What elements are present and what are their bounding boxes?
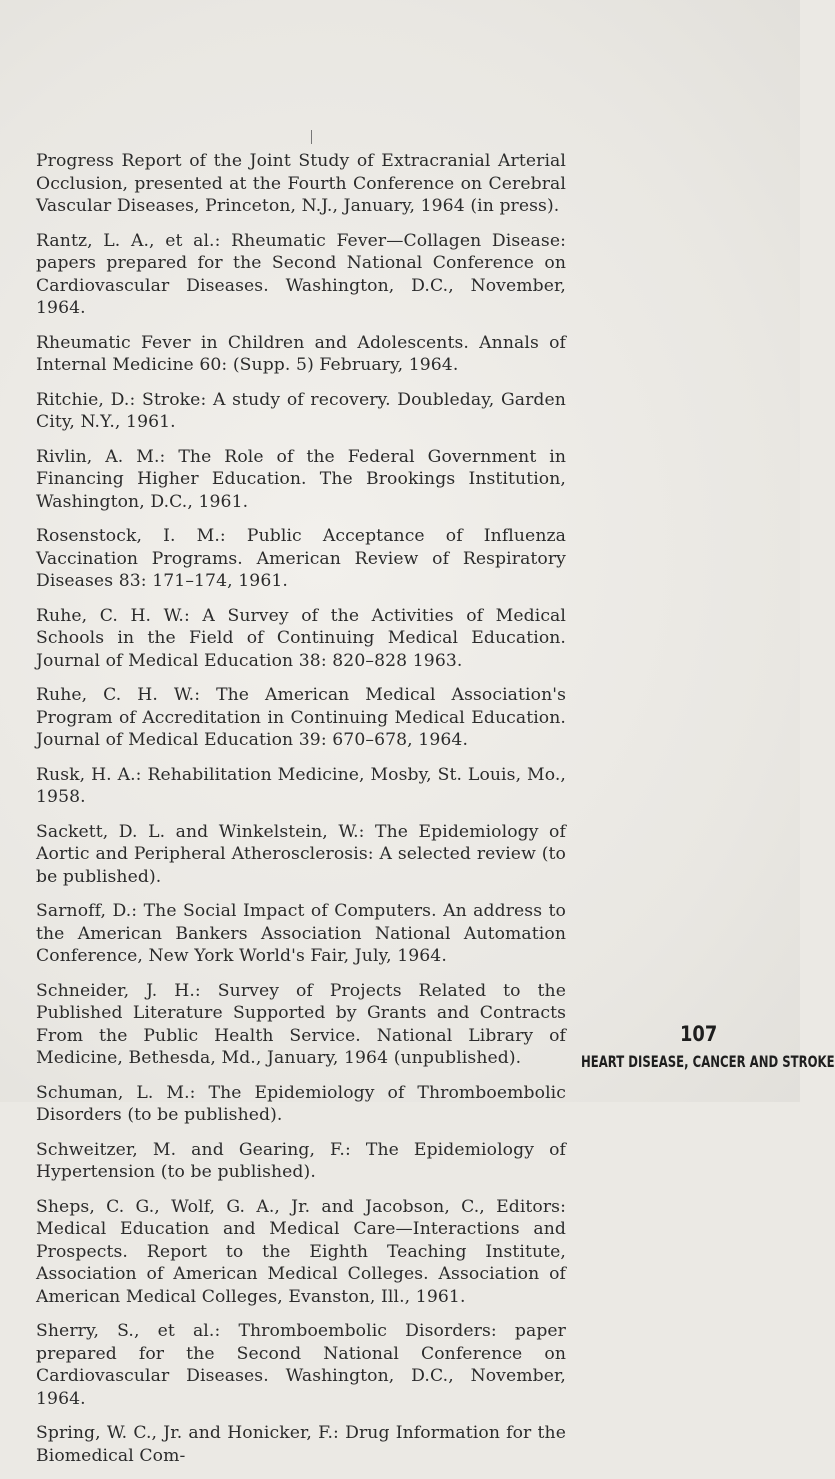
reference-authors: Sherry, S., et al.: xyxy=(36,1321,221,1341)
reference-entry xyxy=(36,605,566,673)
reference-authors: Ritchie, D.: xyxy=(36,389,136,410)
reference-entry xyxy=(36,150,566,218)
page-number: 107 xyxy=(680,1022,718,1046)
reference-text: A Survey of the Activities of Medical Schools in the Field of Continuing Medical Education. Journal of Medical Education 38: 820–828 1963. xyxy=(36,605,566,671)
reference-authors: Schuman, L. M.: xyxy=(36,1082,196,1103)
reference-entry xyxy=(36,1139,566,1184)
reference-text: The Epidemiology of Thromboembolic Disorders (to be published). xyxy=(36,1082,566,1125)
reference-entry xyxy=(36,332,566,377)
reference-text: Drug Information for the Biomedical Com- xyxy=(36,1423,566,1466)
reference-authors: Rusk, H. A.: xyxy=(36,764,142,785)
reference-text: Medical Education and Medical Care—Interactions and Prospects. Report to the Eighth Teaching Institute, Association of American Medical Colleges. Association of American Medical Colleges, Evanston, Ill., 1961. xyxy=(36,1219,566,1307)
reference-text: The Epidemiology of Hypertension (to be published). xyxy=(36,1139,566,1182)
reference-text: The American Medical Association's Program of Accreditation in Continuing Medical Education. Journal of Medical Education 39: 670–678, 1964. xyxy=(36,685,566,750)
running-title: HEART DISEASE, CANCER AND STROKE xyxy=(581,1052,835,1071)
reference-authors: Rantz, L. A., et al.: xyxy=(36,230,221,251)
reference-text: Stroke: A study of recovery. Doubleday, Garden City, N.Y., 1961. xyxy=(36,389,566,432)
reference-authors: Sarnoff, D.: xyxy=(36,901,138,921)
reference-authors: Ruhe, C. H. W.: xyxy=(36,605,190,626)
reference-entry xyxy=(36,821,566,889)
scan-mark xyxy=(311,130,312,144)
reference-entry xyxy=(36,525,566,593)
reference-entry xyxy=(36,1422,566,1467)
reference-entry xyxy=(36,1082,566,1127)
reference-authors: Ruhe, C. H. W.: xyxy=(36,685,201,705)
reference-authors: Sackett, D. L. and Winkelstein, W.: xyxy=(36,821,365,842)
reference-text: Public Acceptance of Influenza Vaccination Programs. American Review of Respiratory Diseases 83: 171–174, 1961. xyxy=(36,526,567,591)
reference-text: Rheumatic Fever in Children and Adolescents. Annals of Internal Medicine 60: (Supp. 5) February, 1964. xyxy=(36,332,566,375)
reference-entry xyxy=(36,1196,566,1309)
reference-entry xyxy=(36,684,566,752)
reference-authors: Schneider, J. H.: xyxy=(36,980,201,1001)
reference-entry xyxy=(36,230,566,320)
reference-entry xyxy=(36,900,566,968)
reference-text: Rehabilitation Medicine, Mosby, St. Louis, Mo., 1958. xyxy=(36,764,566,807)
reference-authors: Rivlin, A. M.: xyxy=(36,446,166,467)
reference-entry xyxy=(36,389,566,434)
reference-text: The Epidemiology of Aortic and Peripheral Atherosclerosis: A selected review (to be published). xyxy=(36,821,566,887)
reference-entry xyxy=(36,1320,566,1410)
reference-entry xyxy=(36,446,566,514)
reference-text: Rheumatic Fever—Collagen Disease: papers prepared for the Second National Conference on Cardiovascular Diseases. Washington, D.C., November, 1964. xyxy=(36,230,566,318)
reference-text: Progress Report of the Joint Study of Extracranial Arterial Occlusion, presented at the Fourth Conference on Cerebral Vascular Diseases, Princeton, N.J., January, 1964 (in press). xyxy=(36,151,566,216)
reference-list xyxy=(36,150,566,1479)
reference-text: The Role of the Federal Government in Financing Higher Education. The Brookings Institution, Washington, D.C., 1961. xyxy=(36,446,566,512)
reference-authors: Schweitzer, M. and Gearing, F.: xyxy=(36,1139,351,1160)
reference-authors: Sheps, C. G., Wolf, G. A., Jr. and Jacobson, C., Editors: xyxy=(36,1196,566,1217)
reference-text: Survey of Projects Related to the Published Literature Supported by Grants and Contracts From the Public Health Service. National Library of Medicine, Bethesda, Md., January, 1964 (unpublished). xyxy=(36,980,566,1068)
reference-authors: Spring, W. C., Jr. and Honicker, F.: xyxy=(36,1423,339,1443)
reference-authors: Rosenstock, I. M.: xyxy=(36,526,226,546)
reference-entry xyxy=(36,764,566,809)
reference-entry xyxy=(36,980,566,1070)
reference-text: Thromboembolic Disorders: paper prepared for the Second National Conference on Cardiovascular Diseases. Washington, D.C., November, 1964. xyxy=(36,1321,567,1409)
reference-text: The Social Impact of Computers. An address to the American Bankers Association National Automation Conference, New York World's Fair, July, 1964. xyxy=(36,901,567,966)
